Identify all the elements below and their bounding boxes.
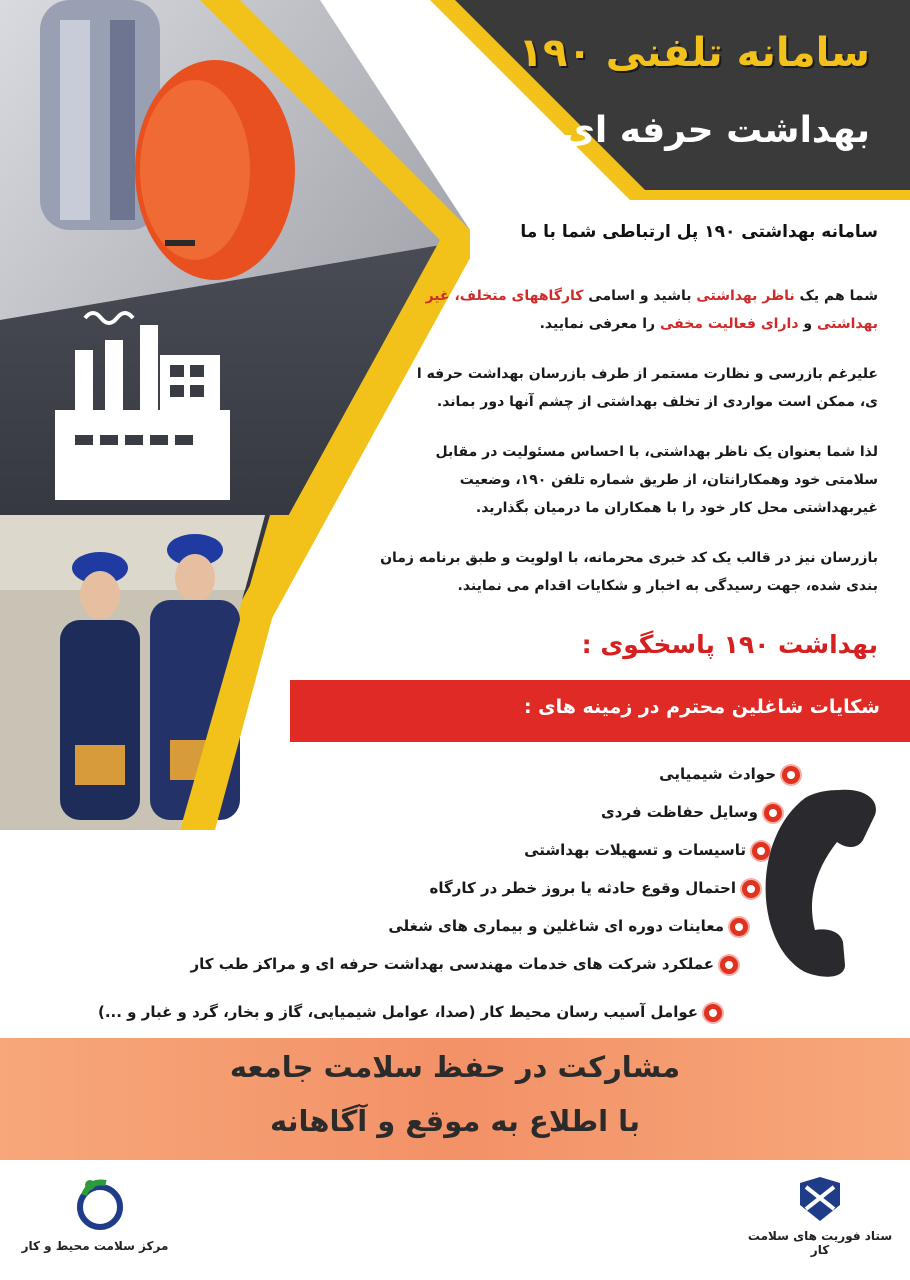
title-line1: سامانه تلفنی ۱۹۰ [518, 30, 870, 76]
p1-highlight-violating: کارگاههای متخلف، [454, 288, 584, 304]
p1-text-c: باشید و اسامی [583, 288, 697, 304]
list-item [388, 917, 748, 936]
intro-paragraph-4: بازرسان نیز در قالب یک کد خبری محرمانه، با اولویت و طبق برنامه زمان بندی شده، جهت رسیدگی به اخبار و شکایات اقدام می نمایند. [380, 550, 878, 594]
gear-icon [720, 956, 738, 974]
complaints-bar [290, 680, 910, 742]
bottom-slogan-line2: با اطلاع به موقع و آگاهانه [270, 1104, 640, 1138]
list-item [98, 1003, 722, 1022]
health-center-logo-icon [20, 1175, 170, 1235]
p1-text-f: و [798, 316, 817, 332]
logo-left [20, 1175, 170, 1253]
hard-hat-icon [135, 60, 295, 280]
list-item-label: احتمال وقوع حادثه یا بروز خطر در کارگاه [429, 879, 736, 897]
p1-highlight-unsanitary: غیر بهداشتی [425, 288, 878, 332]
phone-icon [745, 780, 885, 980]
logo-right [740, 1175, 900, 1257]
list-item [190, 955, 738, 974]
bottom-slogan-line1: مشارکت در حفظ سلامت جامعه [229, 1050, 681, 1084]
emergency-logo-icon [740, 1175, 900, 1225]
list-item-label: عملکرد شرکت های خدمات مهندسی بهداشت حرفه ای و مراکز طب کار [190, 955, 714, 973]
list-item [430, 879, 760, 898]
list-item-label: تاسیسات و تسهیلات بهداشتی [524, 841, 746, 859]
logo-right-label: ستاد فوریت های سلامت کار [747, 1229, 893, 1257]
list-item-label: حوادث شیمیایی [659, 765, 776, 783]
list-item [524, 841, 770, 860]
bottom-banner [0, 1038, 910, 1160]
complaints-title: شکایات شاغلین محترم در زمینه های : [523, 696, 880, 718]
intro-paragraph-2: علیرغم بازرسی و نظارت مستمر از طرف بازرسان بهداشت حرفه ا ی، ممکن است مواردی از تخلف بهداشتی از چشم آنها دور بماند. [416, 366, 878, 410]
list-item-label: معاینات دوره ای شاغلین و بیماری های شغلی [388, 917, 724, 935]
intro-paragraph-3: لذا شما بعنوان یک ناظر بهداشتی، با احساس مسئولیت در مقابل سلامتی خود وهمکارانتان، از طریق شماره تلفن ۱۹۰، وضعیت غیربهداشتی محل کار خود را با همکاران ما درمیان بگذارید. [435, 444, 878, 516]
list-item-label: عوامل آسیب رسان محیط کار (صدا، عوامل شیمیایی، گاز و بخار، گرد و غبار و ...) [97, 1003, 698, 1021]
title-line2: بهداشت حرفه ای [561, 110, 870, 151]
gear-icon [704, 1004, 722, 1022]
p1-highlight-hidden: دارای فعالیت مخفی [659, 316, 799, 332]
p1-text-a: شما هم یک [794, 288, 878, 304]
list-item-label: وسایل حفاظت فردی [600, 803, 758, 821]
p1-text-h: را معرفی نمایید. [539, 316, 660, 332]
intro-paragraph-1 [408, 282, 878, 338]
p1-highlight-observer: ناظر بهداشتی [696, 288, 795, 304]
answers-heading: بهداشت ۱۹۰ پاسخگوی : [581, 630, 878, 659]
logo-left-label: مرکز سلامت محیط و کار [21, 1239, 169, 1253]
intro-heading: سامانه بهداشتی ۱۹۰ پل ارتباطی شما با ما [520, 222, 878, 242]
